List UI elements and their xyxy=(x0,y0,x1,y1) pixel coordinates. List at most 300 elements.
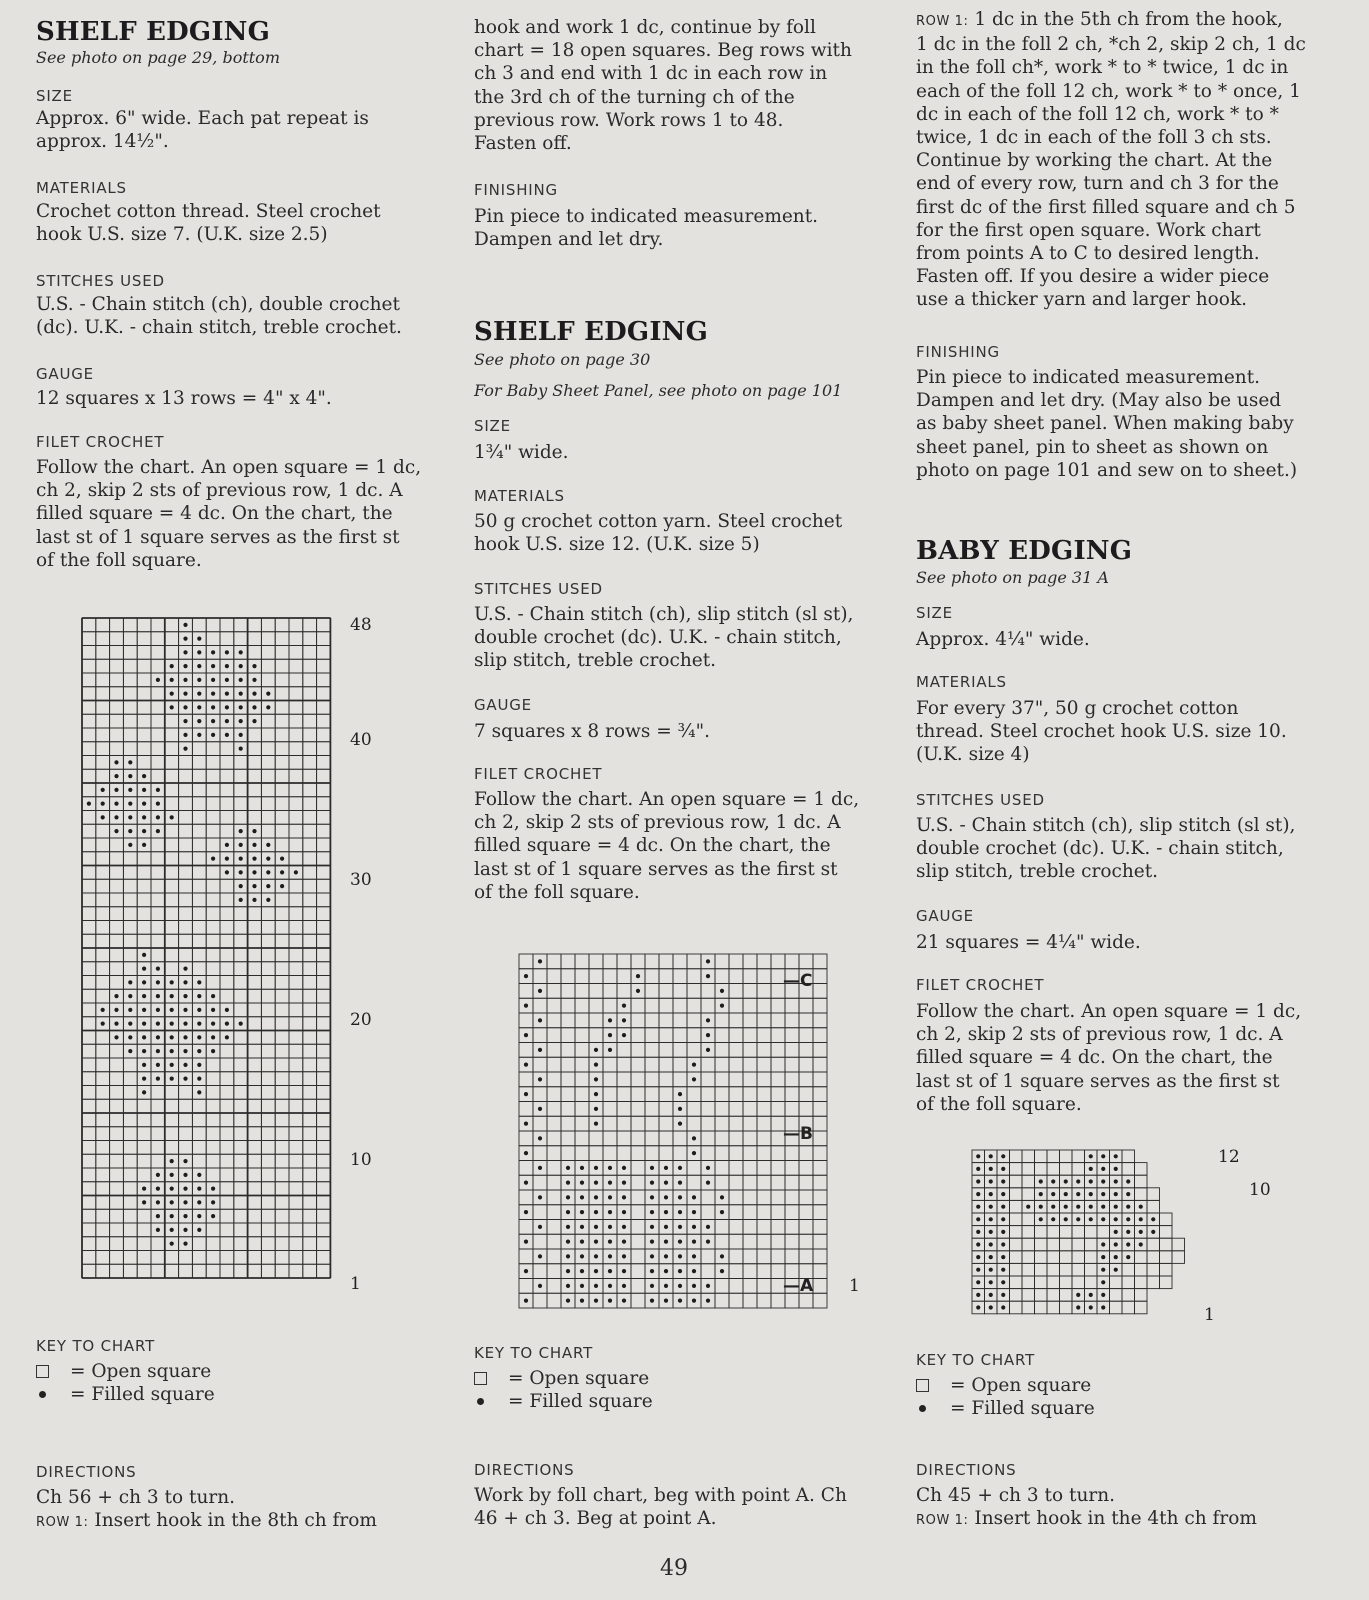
key-title-1: KEY TO CHART xyxy=(36,1337,156,1355)
chart1-open-square xyxy=(165,1264,179,1278)
chart1-filled-dot xyxy=(225,1035,229,1039)
chart1-filled-dot xyxy=(170,1035,174,1039)
chart2-open-square xyxy=(589,1028,603,1043)
chart3-open-square xyxy=(1072,1276,1085,1289)
chart2-filled-dot xyxy=(706,974,710,978)
chart2-open-square xyxy=(729,1161,743,1176)
chart1-open-square xyxy=(261,714,275,728)
chart2-open-square xyxy=(743,1102,757,1117)
finishing-text-2: Pin piece to indicated measurement. Dampen and let dry. xyxy=(474,206,819,251)
chart1-open-square xyxy=(82,687,96,701)
chart3-open-square xyxy=(1085,1263,1098,1276)
chart1-open-square xyxy=(96,907,110,921)
filet-text-1: Follow the chart. An open square = 1 dc, ch 2, skip 2 sts of previous row, 1 dc. A filled square = 4 dc. On the chart, the last st of 1 square serves as the first st of the foll square. xyxy=(36,457,422,571)
chart2-open-square xyxy=(729,1087,743,1102)
chart2-open-square xyxy=(547,954,561,969)
chart1-open-square xyxy=(261,824,275,838)
chart1-open-square xyxy=(137,701,151,715)
chart1-open-square xyxy=(151,879,165,893)
chart2-filled-dot xyxy=(664,1195,668,1199)
chart1-open-square xyxy=(151,1113,165,1127)
chart1-filled-dot xyxy=(183,1077,187,1081)
chart3-filled-dot xyxy=(1051,1192,1055,1196)
chart2-open-square xyxy=(757,1249,771,1264)
chart3-open-square xyxy=(1147,1200,1160,1213)
chart2-filled-dot xyxy=(622,1269,626,1273)
chart1-open-square xyxy=(289,1154,303,1168)
chart1-filled-dot xyxy=(156,980,160,984)
chart2-open-square xyxy=(659,1013,673,1028)
size-label-2: SIZE xyxy=(474,417,511,435)
chart2-open-square xyxy=(701,1190,715,1205)
chart1-open-square xyxy=(317,866,331,880)
chart1-filled-dot xyxy=(197,1187,201,1191)
chart2-open-square xyxy=(701,1087,715,1102)
chart1-filled-dot xyxy=(183,1242,187,1246)
chart1-open-square xyxy=(82,1237,96,1251)
chart2-open-square xyxy=(701,1249,715,1264)
chart3-open-square xyxy=(1035,1251,1048,1264)
chart1-open-square xyxy=(123,893,137,907)
chart1-open-square xyxy=(96,1223,110,1237)
chart1-open-square xyxy=(303,1058,317,1072)
chart2-filled-dot xyxy=(580,1166,584,1170)
chart3-open-square xyxy=(1097,1226,1110,1239)
chart3-open-square xyxy=(1010,1200,1023,1213)
chart1-open-square xyxy=(275,1017,289,1031)
chart2-filled-dot xyxy=(566,1284,570,1288)
chart1-filled-dot xyxy=(156,829,160,833)
chart2-open-square xyxy=(813,1234,827,1249)
chart2-filled-dot xyxy=(524,1092,528,1096)
chart1-open-square xyxy=(96,1168,110,1182)
chart1-open-square xyxy=(179,783,193,797)
chart1-open-square xyxy=(289,921,303,935)
chart1-open-square xyxy=(192,769,206,783)
chart2-open-square xyxy=(799,1161,813,1176)
chart2-open-square xyxy=(715,1087,729,1102)
chart1-open-square xyxy=(179,1141,193,1155)
chart1-open-square xyxy=(234,1264,248,1278)
chart2-open-square xyxy=(589,954,603,969)
chart1-filled-dot xyxy=(114,788,118,792)
chart1-open-square xyxy=(192,921,206,935)
chart1-open-square xyxy=(151,1154,165,1168)
chart1-open-square xyxy=(261,769,275,783)
chart2-open-square xyxy=(631,1146,645,1161)
chart1-open-square xyxy=(206,893,220,907)
chart1-filled-dot xyxy=(170,1077,174,1081)
chart1-open-square xyxy=(82,1003,96,1017)
chart3-open-square xyxy=(1060,1263,1073,1276)
chart1-open-square xyxy=(220,1264,234,1278)
chart3-open-square xyxy=(1135,1276,1148,1289)
chart2-open-square xyxy=(687,1161,701,1176)
chart1-open-square xyxy=(234,1196,248,1210)
chart3-open-square xyxy=(1010,1188,1023,1201)
chart2-open-square xyxy=(743,984,757,999)
chart1-open-square xyxy=(206,1086,220,1100)
chart2-filled-dot xyxy=(524,1181,528,1185)
chart1-open-square xyxy=(289,1017,303,1031)
chart2-open-square xyxy=(729,1146,743,1161)
chart3-open-square xyxy=(1035,1301,1048,1314)
chart2-open-square xyxy=(799,954,813,969)
chart3-open-square xyxy=(1060,1150,1073,1163)
chart1-filled-dot xyxy=(225,733,229,737)
chart1-filled-dot xyxy=(197,705,201,709)
chart1-open-square xyxy=(248,1209,262,1223)
chart1-open-square xyxy=(248,632,262,646)
chart2-open-square xyxy=(575,984,589,999)
chart1-open-square xyxy=(82,1196,96,1210)
chart3-filled-dot xyxy=(976,1230,980,1234)
key-title-3: KEY TO CHART xyxy=(916,1351,1036,1369)
chart1-open-square xyxy=(192,1141,206,1155)
chart2-open-square xyxy=(715,1175,729,1190)
chart3-open-square xyxy=(1122,1301,1135,1314)
chart1-open-square xyxy=(317,879,331,893)
chart1-open-square xyxy=(192,824,206,838)
chart3-filled-dot xyxy=(1139,1230,1143,1234)
chart2-open-square xyxy=(729,984,743,999)
chart2-filled-dot xyxy=(608,1166,612,1170)
chart1-open-square xyxy=(303,1099,317,1113)
chart2-filled-dot xyxy=(678,1299,682,1303)
chart1-open-square xyxy=(96,1044,110,1058)
chart2-open-square xyxy=(785,1028,799,1043)
chart-shelf-edging-1 xyxy=(82,615,422,1298)
chart1-filled-dot xyxy=(225,843,229,847)
chart3-filled-dot xyxy=(1051,1205,1055,1209)
chart1-filled-dot xyxy=(252,870,256,874)
chart1-open-square xyxy=(110,1127,124,1141)
chart2-filled-dot xyxy=(720,1269,724,1273)
chart2-open-square xyxy=(813,1279,827,1294)
chart2-open-square xyxy=(673,969,687,984)
chart2-open-square xyxy=(813,1161,827,1176)
chart2-open-square xyxy=(743,1234,757,1249)
chart2-open-square xyxy=(771,1175,785,1190)
chart1-filled-dot xyxy=(128,1022,132,1026)
chart1-open-square xyxy=(96,1113,110,1127)
chart1-open-square xyxy=(110,1182,124,1196)
chart3-open-square xyxy=(1122,1289,1135,1302)
chart3-open-square xyxy=(1010,1301,1023,1314)
chart2-open-square xyxy=(771,1087,785,1102)
chart2-open-square xyxy=(533,1057,547,1072)
chart1-open-square xyxy=(137,742,151,756)
chart1-open-square xyxy=(110,687,124,701)
chart1-filled-dot xyxy=(211,994,215,998)
chart2-open-square xyxy=(519,984,533,999)
chart3-filled-dot xyxy=(989,1242,993,1246)
chart2-open-square xyxy=(533,1205,547,1220)
chart2-open-square xyxy=(631,1057,645,1072)
chart3-open-square xyxy=(1060,1238,1073,1251)
chart2-filled-dot xyxy=(650,1210,654,1214)
chart2-filled-dot xyxy=(664,1181,668,1185)
chart1-filled-dot xyxy=(142,994,146,998)
chart2-open-square xyxy=(617,1131,631,1146)
chart2-filled-dot xyxy=(524,974,528,978)
chart2-open-square xyxy=(715,1146,729,1161)
chart3-open-square xyxy=(1160,1226,1173,1239)
chart1-open-square xyxy=(137,1237,151,1251)
chart2-open-square xyxy=(729,954,743,969)
chart1-open-square xyxy=(151,618,165,632)
chart1-open-square xyxy=(303,756,317,770)
chart2-open-square xyxy=(547,1087,561,1102)
materials-label-1: MATERIALS xyxy=(36,179,127,197)
chart3-filled-dot xyxy=(1001,1255,1005,1259)
chart2-open-square xyxy=(519,1190,533,1205)
chart1-filled-dot xyxy=(197,678,201,682)
chart3-filled-dot xyxy=(989,1217,993,1221)
chart1-open-square xyxy=(192,1099,206,1113)
chart1-open-square xyxy=(261,1237,275,1251)
chart1-open-square xyxy=(151,769,165,783)
chart2-open-square xyxy=(519,1131,533,1146)
chart1-open-square xyxy=(220,934,234,948)
chart1-open-square xyxy=(82,1209,96,1223)
chart1-open-square xyxy=(275,673,289,687)
chart1-open-square xyxy=(96,1196,110,1210)
chart2-open-square xyxy=(729,1293,743,1308)
chart1-open-square xyxy=(220,1168,234,1182)
chart3-filled-dot xyxy=(989,1154,993,1158)
chart1-open-square xyxy=(248,1086,262,1100)
chart1-filled-dot xyxy=(266,692,270,696)
chart3-filled-dot xyxy=(976,1242,980,1246)
chart2-filled-dot xyxy=(650,1269,654,1273)
filled-square-icon xyxy=(39,1391,46,1398)
chart1-open-square xyxy=(82,1099,96,1113)
chart2-open-square xyxy=(729,1116,743,1131)
chart3-filled-dot xyxy=(1076,1205,1080,1209)
chart1-filled-dot xyxy=(252,884,256,888)
chart1-filled-dot xyxy=(156,1200,160,1204)
chart1-open-square xyxy=(289,673,303,687)
chart3-filled-dot xyxy=(1001,1230,1005,1234)
chart2-open-square xyxy=(561,984,575,999)
chart1-open-square xyxy=(275,797,289,811)
chart1-filled-dot xyxy=(128,843,132,847)
chart1-open-square xyxy=(123,1113,137,1127)
chart1-open-square xyxy=(261,976,275,990)
chart2-filled-dot xyxy=(692,1077,696,1081)
chart1-open-square xyxy=(137,852,151,866)
filled-square-icon xyxy=(919,1405,926,1412)
chart1-filled-dot xyxy=(170,994,174,998)
chart1-open-square xyxy=(317,742,331,756)
chart2-filled-dot xyxy=(538,1254,542,1258)
chart2-filled-dot xyxy=(678,1107,682,1111)
chart2-open-square xyxy=(645,1028,659,1043)
chart1-open-square xyxy=(303,866,317,880)
chart1-open-square xyxy=(82,838,96,852)
chart1-open-square xyxy=(220,797,234,811)
chart1-open-square xyxy=(110,838,124,852)
chart2-open-square xyxy=(603,1057,617,1072)
chart2-open-square xyxy=(533,1234,547,1249)
chart2-filled-dot xyxy=(720,989,724,993)
chart2-filled-dot xyxy=(538,989,542,993)
chart3-open-square xyxy=(1085,1251,1098,1264)
chart1-open-square xyxy=(206,921,220,935)
chart1-filled-dot xyxy=(170,1214,174,1218)
chart1-open-square xyxy=(151,1251,165,1265)
chart2-filled-dot xyxy=(594,1048,598,1052)
chart2-open-square xyxy=(533,998,547,1013)
chart2-open-square xyxy=(687,954,701,969)
chart2-open-square xyxy=(561,1116,575,1131)
chart2-filled-dot xyxy=(580,1240,584,1244)
chart2-open-square xyxy=(547,1161,561,1176)
chart2-open-square xyxy=(785,998,799,1013)
chart1-filled-dot xyxy=(252,829,256,833)
chart1-open-square xyxy=(96,1237,110,1251)
chart3-filled-dot xyxy=(989,1280,993,1284)
chart2-open-square xyxy=(631,1220,645,1235)
chart2-filled-dot xyxy=(608,1254,612,1258)
chart1-open-square xyxy=(110,1141,124,1155)
chart1-open-square xyxy=(123,742,137,756)
chart2-filled-dot xyxy=(580,1195,584,1199)
key-filled-3: = Filled square xyxy=(916,1397,1336,1420)
chart2-open-square xyxy=(645,998,659,1013)
chart2-open-square xyxy=(519,1072,533,1087)
chart1-open-square xyxy=(303,687,317,701)
chart3-filled-dot xyxy=(1001,1167,1005,1171)
chart1-open-square xyxy=(303,1141,317,1155)
chart1-filled-dot xyxy=(239,870,243,874)
chart2-open-square xyxy=(743,1028,757,1043)
chart1-open-square xyxy=(317,962,331,976)
chart1-filled-dot xyxy=(197,980,201,984)
chart2-open-square xyxy=(589,1013,603,1028)
chart2-open-square xyxy=(645,1131,659,1146)
chart2-filled-dot xyxy=(580,1181,584,1185)
chart2-open-square xyxy=(743,1131,757,1146)
chart1-filled-dot xyxy=(142,1049,146,1053)
chart1-open-square xyxy=(248,1196,262,1210)
chart3-open-square xyxy=(1172,1238,1185,1251)
chart3-filled-dot xyxy=(989,1205,993,1209)
chart3-open-square xyxy=(1047,1226,1060,1239)
chart1-open-square xyxy=(96,1264,110,1278)
chart1-open-square xyxy=(275,824,289,838)
chart1-open-square xyxy=(137,632,151,646)
chart1-open-square xyxy=(275,1072,289,1086)
chart1-open-square xyxy=(220,1086,234,1100)
chart1-filled-dot xyxy=(211,650,215,654)
chart2-open-square xyxy=(575,969,589,984)
chart2-open-square xyxy=(799,1146,813,1161)
chart1-filled-dot xyxy=(183,719,187,723)
chart1-open-square xyxy=(317,1003,331,1017)
chart2-open-square xyxy=(589,1146,603,1161)
chart1-open-square xyxy=(192,866,206,880)
chart3-open-square xyxy=(1122,1263,1135,1276)
chart1-open-square xyxy=(165,1127,179,1141)
chart2-open-square xyxy=(785,1013,799,1028)
chart3-filled-dot xyxy=(976,1305,980,1309)
chart1-open-square xyxy=(261,1086,275,1100)
key-title-2: KEY TO CHART xyxy=(474,1344,594,1362)
chart2-filled-dot xyxy=(594,1195,598,1199)
chart2-filled-dot xyxy=(706,1284,710,1288)
chart1-open-square xyxy=(220,1044,234,1058)
chart1-open-square xyxy=(289,1223,303,1237)
chart2-open-square xyxy=(575,1013,589,1028)
chart1-open-square xyxy=(289,728,303,742)
chart1-filled-dot xyxy=(239,664,243,668)
chart2-open-square xyxy=(701,1072,715,1087)
materials-text-2: 50 g crochet cotton yarn. Steel crochet hook U.S. size 12. (U.K. size 5) xyxy=(474,511,843,556)
chart1-filled-dot xyxy=(114,774,118,778)
chart1-open-square xyxy=(82,1251,96,1265)
chart2-open-square xyxy=(547,1013,561,1028)
chart1-open-square xyxy=(261,1154,275,1168)
chart2-filled-dot xyxy=(706,1299,710,1303)
chart2-open-square xyxy=(561,1013,575,1028)
chart2-open-square xyxy=(813,1146,827,1161)
chart2-filled-dot xyxy=(566,1210,570,1214)
chart1-open-square xyxy=(303,783,317,797)
chart1-open-square xyxy=(289,1003,303,1017)
chart3-filled-dot xyxy=(989,1167,993,1171)
chart1-open-square xyxy=(220,1237,234,1251)
chart1-open-square xyxy=(317,673,331,687)
chart2-filled-dot xyxy=(678,1122,682,1126)
chart2-filled-dot xyxy=(580,1210,584,1214)
chart1-open-square xyxy=(96,1141,110,1155)
chart2-open-square xyxy=(715,1013,729,1028)
chart3-filled-dot xyxy=(1139,1242,1143,1246)
chart3-filled-dot xyxy=(1101,1167,1105,1171)
chart2-open-square xyxy=(575,1131,589,1146)
chart1-open-square xyxy=(261,618,275,632)
chart3-filled-dot xyxy=(1064,1179,1068,1183)
chart1-open-square xyxy=(261,783,275,797)
chart1-filled-dot xyxy=(156,1214,160,1218)
chart1-open-square xyxy=(137,646,151,660)
chart2-filled-dot xyxy=(608,1033,612,1037)
chart1-open-square xyxy=(303,1154,317,1168)
chart1-filled-dot xyxy=(170,1022,174,1026)
chart1-open-square xyxy=(123,1168,137,1182)
chart3-open-square xyxy=(1147,1188,1160,1201)
chart1-open-square xyxy=(206,934,220,948)
chart3-filled-dot xyxy=(989,1255,993,1259)
chart2-open-square xyxy=(729,1264,743,1279)
chart1-open-square xyxy=(82,824,96,838)
chart3-filled-dot xyxy=(1114,1154,1118,1158)
chart-baby-edging xyxy=(972,1147,1272,1325)
chart1-open-square xyxy=(123,1141,137,1155)
chart1-filled-dot xyxy=(114,1022,118,1026)
chart3-open-square xyxy=(1072,1150,1085,1163)
chart2-filled-dot xyxy=(678,1166,682,1170)
chart1-open-square xyxy=(261,742,275,756)
chart1-open-square xyxy=(192,783,206,797)
chart2-filled-dot xyxy=(650,1299,654,1303)
chart3-filled-dot xyxy=(1001,1293,1005,1297)
chart2-open-square xyxy=(547,1249,561,1264)
chart1-filled-dot xyxy=(87,802,91,806)
chart2-open-square xyxy=(757,1131,771,1146)
